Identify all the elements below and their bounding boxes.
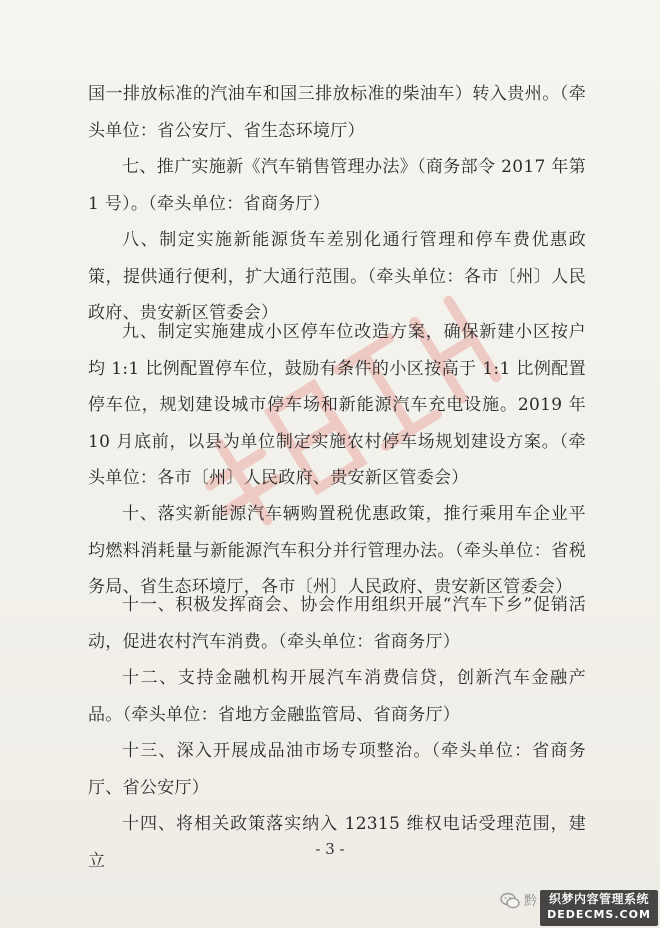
paragraph-continuation: 国一排放标准的汽油车和国三排放标准的柴油车）转入贵州。（牵头单位：省公安厅、省生态环境厅） (88, 84, 586, 141)
site-watermark-box (540, 890, 658, 926)
site-watermark-title: 织梦内容管理系统 (548, 892, 649, 906)
footer-watermark (494, 890, 660, 928)
paragraph-item-8: 八、制定实施新能源货车差别化通行管理和停车费优惠政策，提供通行便利，扩大通行范围。（牵头单位：各市〔州〕人民政府、贵安新区管委会） (88, 230, 586, 323)
wechat-account-name: 黔 (524, 894, 539, 909)
paragraph-item-7: 七、推广实施新《汽车销售管理办法》（商务部令 2017 年第 1 号）。（牵头单位：省商务厅） (88, 157, 586, 214)
site-watermark-domain: DEDECMS.COM (547, 908, 651, 921)
page-number: - 3 - (315, 840, 345, 858)
paragraph-item-9: 九、制定实施建成小区停车位改造方案，确保新建小区按户均 1:1 比例配置停车位，鼓励有条件的小区按高于 1:1 比例配置停车位，规划建设城市停车场和新能源汽车充电设施。2019 年 10 月底前，以县为单位制定实施农村停车场规划建设方案。（牵头单位：各市〔州〕人民政府、贵安新区管委会） (88, 322, 586, 488)
paragraph-item-13: 十三、深入开展成品油市场专项整治。（牵头单位：省商务厅、省公安厅） (88, 741, 586, 798)
paragraph-item-10: 十、落实新能源汽车辆购置税优惠政策，推行乘用车企业平均燃料消耗量与新能源汽车积分并行管理办法。（牵头单位：省税务局、省生态环境厅，各市〔州〕人民政府、贵安新区管委会） (88, 504, 586, 597)
wechat-icon (500, 892, 520, 910)
paragraph-item-14: 十四、将相关政策落实纳入 12315 维权电话受理范围，建立 (88, 814, 586, 871)
paragraph-item-12: 十二、支持金融机构开展汽车消费信贷，创新汽车金融产品。（牵头单位：省地方金融监管局、省商务厅） (88, 668, 586, 725)
paragraph-item-11: 十一、积极发挥商会、协会作用组织开展“汽车下乡”促销活动，促进农村汽车消费。（牵头单位：省商务厅） (88, 595, 586, 652)
